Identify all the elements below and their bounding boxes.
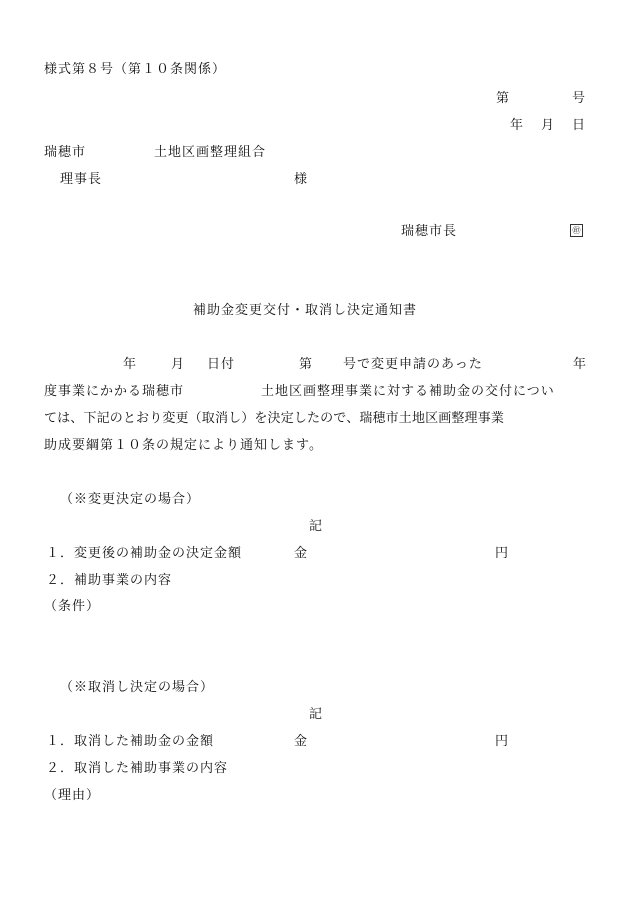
cancel-item2-label: ２．取消した補助事業の内容 xyxy=(46,761,229,776)
doc-number-prefix: 第 xyxy=(496,91,511,106)
body-month: 月 xyxy=(171,357,186,372)
change-item1-label: １．変更後の補助金の決定金額 xyxy=(46,546,243,561)
change-item1-kin: 金 xyxy=(294,546,309,561)
document-title: 補助金変更交付・取消し決定通知書 xyxy=(193,303,418,318)
body-line2-right: 土地区画整理事業に対する補助金の交付につい xyxy=(261,384,555,399)
date-year: 年 xyxy=(510,118,525,133)
body-year2: 年 xyxy=(573,357,588,372)
recipient-title: 理事長 xyxy=(60,172,103,187)
seal-mark: ㊞ xyxy=(570,224,583,237)
change-item1-yen: 円 xyxy=(495,546,510,561)
form-number: 様式第８号（第１０条関係） xyxy=(44,62,227,77)
change-heading: （※変更決定の場合） xyxy=(60,492,201,507)
body-day: 日付 xyxy=(207,357,236,372)
change-condition: （条件） xyxy=(44,599,101,614)
body-line4: 助成要綱第１０条の規定により通知します。 xyxy=(44,438,323,453)
body-no-prefix: 第 xyxy=(299,357,314,372)
cancel-item1-label: １．取消した補助金の金額 xyxy=(46,734,215,749)
doc-number-suffix: 号 xyxy=(572,91,587,106)
date-day: 日 xyxy=(572,118,587,133)
recipient-city: 瑞穂市 xyxy=(44,145,87,160)
cancel-heading: （※取消し決定の場合） xyxy=(60,680,215,695)
cancel-item1-yen: 円 xyxy=(495,734,510,749)
cancel-item1-kin: 金 xyxy=(294,734,309,749)
change-item2-label: ２．補助事業の内容 xyxy=(46,573,173,588)
sender-name: 瑞穂市長 xyxy=(401,224,458,239)
body-line2-left: 度事業にかかる瑞穂市 xyxy=(44,384,185,399)
recipient-honorific: 様 xyxy=(294,172,309,187)
cancel-ki: 記 xyxy=(309,707,324,722)
body-no-text: 号で変更申請のあった xyxy=(343,357,483,372)
change-ki: 記 xyxy=(309,519,324,534)
body-year: 年 xyxy=(123,357,138,372)
body-line3: ては、下記のとおり変更（取消し）を決定したので、瑞穂市土地区画整理事業 xyxy=(44,411,504,426)
date-month: 月 xyxy=(541,118,556,133)
recipient-association: 土地区画整理組合 xyxy=(154,145,267,160)
cancel-reason: （理由） xyxy=(44,788,101,803)
